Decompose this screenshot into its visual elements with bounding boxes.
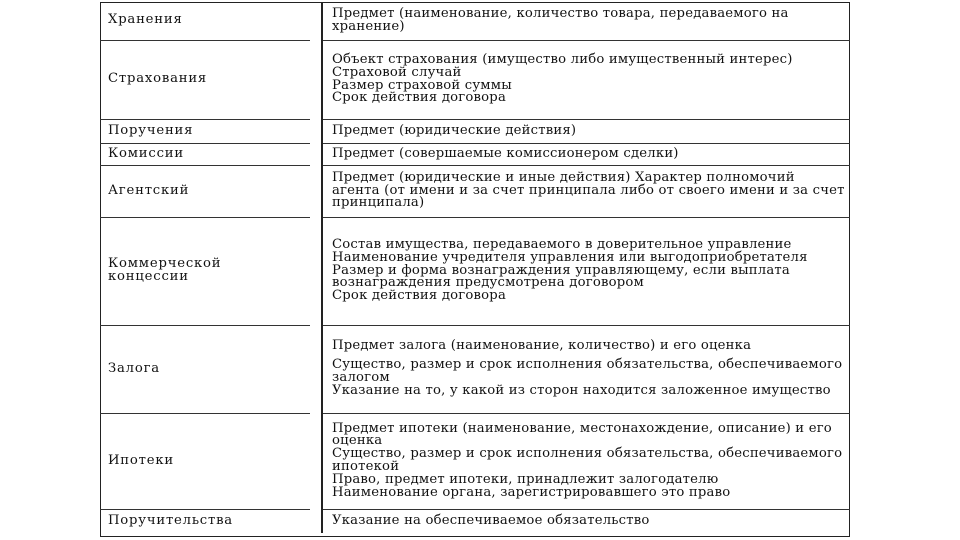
table-row [100, 413, 850, 509]
term-line: Существо, размер и срок исполнения обязательства, обеспечиваемого ипотекой [332, 446, 843, 474]
table-row [100, 143, 850, 165]
term-line: Объект страхования (имущество либо имущественный интерес) [332, 51, 793, 67]
table-row [100, 509, 850, 533]
term-line: Наименование органа, зарегистрировавшего это право [332, 484, 731, 500]
term-line: Наименование учредителя управления или выгодоприобретателя [332, 249, 808, 265]
column-gap [310, 119, 322, 143]
term-line: Страховой случай [332, 64, 462, 80]
essential-terms-cell [322, 119, 850, 143]
term-line: Предмет (юридические действия) [332, 122, 577, 138]
essential-terms-cell [322, 217, 850, 325]
essential-terms-cell [322, 413, 850, 509]
contract-type-cell: Коммерческой концессии [100, 217, 310, 325]
essential-terms-cell [322, 2, 850, 40]
essential-terms-cell [322, 165, 850, 217]
term-line: Указание на то, у какой из сторон находится заложенное имущество [332, 382, 831, 398]
term-line: Срок действия договора [332, 288, 507, 304]
table-row [100, 217, 850, 325]
term-line: Размер страховой суммы [332, 77, 512, 93]
contract-type-cell: Комиссии [100, 143, 310, 165]
column-gap [310, 413, 322, 509]
term-line: Предмет (наименование, количество товара, передаваемого на хранение) [332, 5, 789, 34]
term-line: Предмет (совершаемые комиссионером сделки) [332, 145, 679, 161]
contract-type-cell: Поручительства [108, 512, 233, 528]
essential-terms-cell [322, 143, 850, 165]
column-gap [310, 2, 322, 40]
contract-terms-table [100, 2, 850, 533]
term-line: Право, предмет ипотеки, принадлежит залогодателю [332, 471, 719, 487]
column-gap [310, 143, 322, 165]
contract-type-cell: Ипотеки [100, 413, 310, 509]
contract-type-cell: Агентский [100, 165, 310, 217]
contract-type-cell: Страхования [100, 40, 310, 119]
table-row [100, 119, 850, 143]
column-gap [310, 165, 322, 217]
column-gap [310, 325, 322, 413]
contract-type-cell: Залога [100, 325, 310, 413]
term-line: Существо, размер и срок исполнения обязательства, обеспечиваемого залогом [332, 357, 843, 385]
table-row [100, 2, 850, 40]
term-line: Указание на обеспечиваемое обязательство [332, 512, 650, 528]
table-row [100, 165, 850, 217]
essential-terms-cell [322, 40, 850, 119]
essential-terms-cell [322, 325, 850, 413]
term-line: Размер и форма вознаграждения управляющему, если выплата вознаграждения предусмотрена договором [332, 262, 790, 291]
term-line: Предмет (юридические и иные действия) Характер полномочий агента (от имени и за счет принципала либо от своего имени и за счет принципала) [332, 169, 845, 211]
contract-type-cell: Поручения [100, 119, 310, 143]
term-line: Предмет залога (наименование, количество) и его оценка [332, 338, 752, 354]
term-line: Состав имущества, передаваемого в доверительное управление [332, 237, 792, 252]
column-gap [310, 217, 322, 325]
contract-type-cell: Хранения [100, 2, 310, 40]
table-row [100, 40, 850, 119]
essential-terms-cell [322, 509, 850, 533]
column-gap [310, 40, 322, 119]
column-gap [310, 509, 322, 533]
table-row [100, 325, 850, 413]
term-line: Предмет ипотеки (наименование, местонахождение, описание) и его оценка [332, 420, 832, 449]
term-line: Срок действия договора [332, 90, 507, 106]
